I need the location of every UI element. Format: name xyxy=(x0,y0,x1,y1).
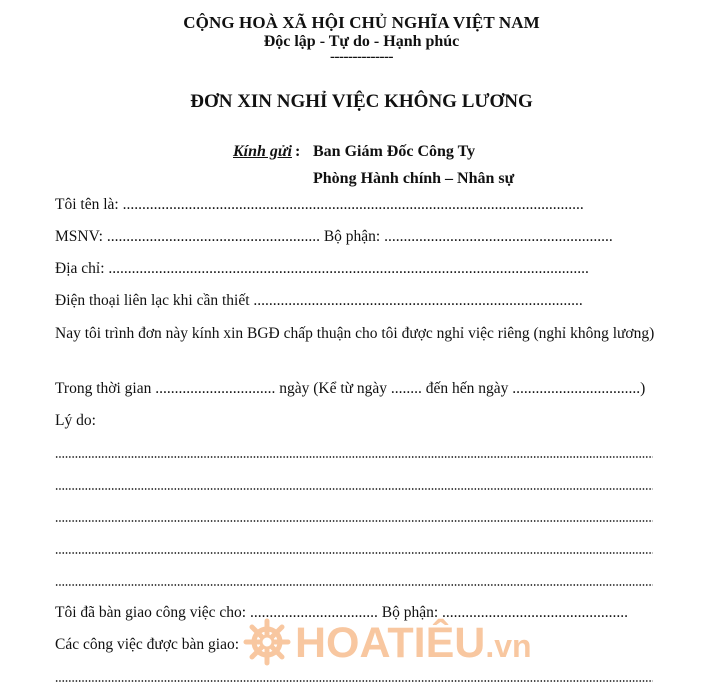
handover-tasks-line xyxy=(55,680,653,682)
recipient-line-2: Phòng Hành chính – Nhân sự xyxy=(313,170,515,187)
employee-id-department-field: MSNV: ....................................................... Bộ phận: ........................................................... xyxy=(55,228,613,245)
address-field: Địa chỉ: ............................................................................................................................ xyxy=(55,260,589,277)
recipient-line-1: Ban Giám Đốc Công Ty xyxy=(313,143,476,160)
reason-line-3 xyxy=(55,520,653,522)
handover-field: Tôi đã bàn giao công việc cho: ................................. Bộ phận: ................................................ xyxy=(55,604,629,621)
national-header: CỘNG HOÀ XÃ HỘI CHỦ NGHĨA VIỆT NAM xyxy=(183,13,540,32)
document-title: ĐƠN XIN NGHỈ VIỆC KHÔNG LƯƠNG xyxy=(190,91,533,112)
handover-tasks-label: Các công việc được bàn giao: xyxy=(55,636,240,653)
ship-wheel-icon xyxy=(243,618,291,671)
reason-line-5 xyxy=(55,584,653,586)
name-field: Tôi tên là: ....................................................................................................................... xyxy=(55,196,584,213)
motto: Độc lập - Tự do - Hạnh phúc xyxy=(263,33,460,50)
recipient-label: Kính gửi xyxy=(233,143,292,160)
watermark xyxy=(243,618,532,671)
header-separator: -------------- xyxy=(330,49,393,65)
recipient-colon: : xyxy=(295,143,301,160)
request-statement: Nay tôi trình đơn này kính xin BGĐ chấp thuận cho tôi được nghỉ việc riêng (nghỉ không lương) xyxy=(55,325,655,342)
reason-line-4 xyxy=(55,552,653,554)
reason-line-2 xyxy=(55,488,653,490)
reason-line-1 xyxy=(55,456,653,458)
leave-period-field: Trong thời gian ............................... ngày (Kể từ ngày ........ đến hến ngày .................................) xyxy=(55,380,646,397)
phone-field: Điện thoại liên lạc khi cần thiết ..................................................................................... xyxy=(55,292,583,309)
watermark-text: HOATIÊU.vn xyxy=(295,619,532,667)
reason-label: Lý do: xyxy=(55,412,96,429)
